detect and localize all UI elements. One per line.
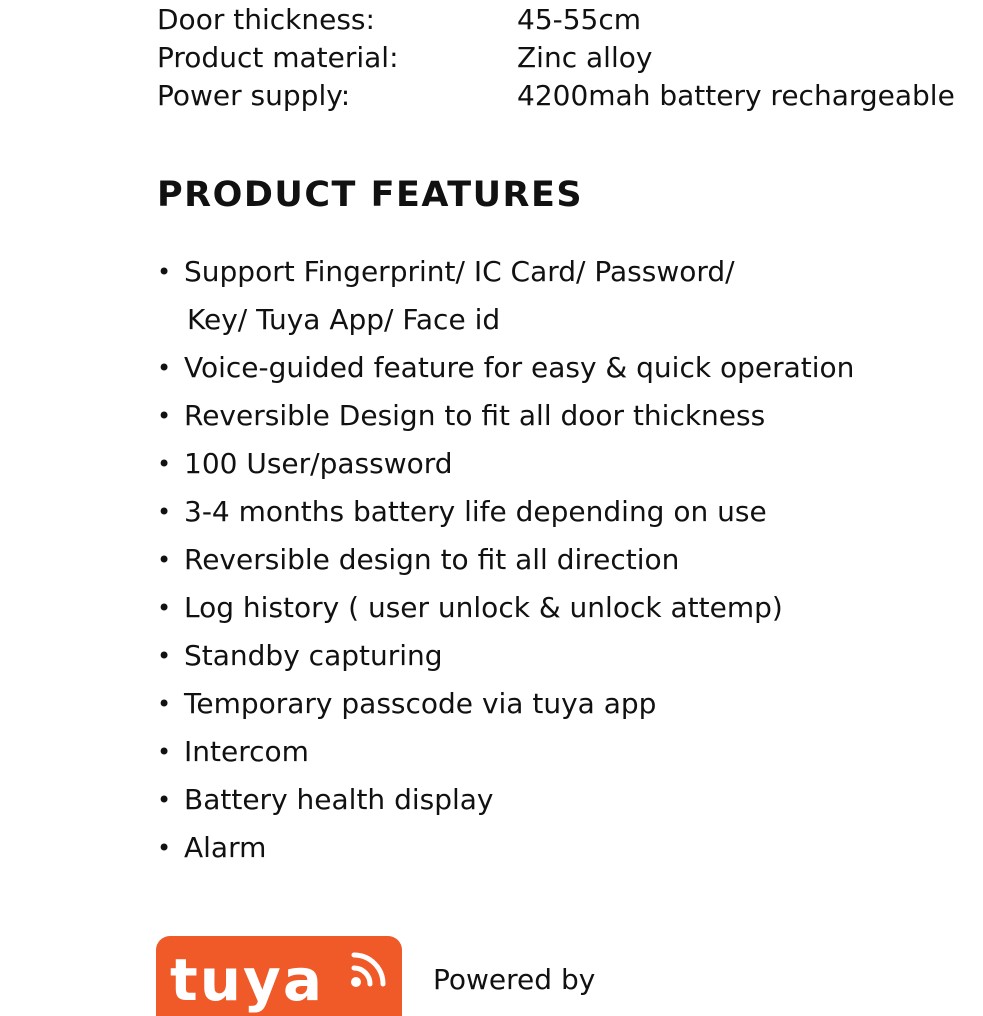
product-features-heading: PRODUCT FEATURES <box>157 175 584 215</box>
feature-text: Voice-guided feature for easy & quick operation <box>184 351 855 384</box>
tuya-logo <box>156 936 402 1016</box>
feature-item <box>157 440 983 488</box>
feature-item <box>157 728 983 776</box>
feature-item <box>157 536 983 584</box>
feature-text: 3-4 months battery life depending on use <box>184 495 767 528</box>
bullet-icon: • <box>157 738 172 766</box>
bullet-icon: • <box>157 546 172 574</box>
powered-by-text: Powered by <box>433 963 596 996</box>
feature-text: Standby capturing <box>184 639 443 672</box>
feature-text: Intercom <box>184 735 309 768</box>
bullet-icon: • <box>157 786 172 814</box>
spec-value: 4200mah battery rechargeable <box>517 79 955 112</box>
spec-label: Product material: <box>157 41 399 74</box>
spec-value: Zinc alloy <box>517 41 653 74</box>
spec-row-product-material <box>157 39 983 77</box>
feature-item <box>157 680 983 728</box>
feature-item <box>157 488 983 536</box>
feature-text <box>184 248 735 344</box>
feature-text: Log history ( user unlock & unlock attemp) <box>184 591 783 624</box>
feature-item <box>157 584 983 632</box>
feature-text: Battery health display <box>184 783 494 816</box>
feature-text: Temporary passcode via tuya app <box>184 687 657 720</box>
feature-item <box>157 632 983 680</box>
bullet-icon: • <box>157 834 172 862</box>
feature-text: 100 User/password <box>184 447 453 480</box>
spec-row-door-thickness <box>157 1 983 39</box>
feature-text: Reversible design to fit all direction <box>184 543 680 576</box>
bullet-icon: • <box>157 450 172 478</box>
wifi-signal-icon <box>348 946 392 990</box>
feature-item <box>157 248 983 344</box>
feature-item <box>157 824 983 872</box>
spec-label: Door thickness: <box>157 3 375 36</box>
spec-label: Power supply: <box>157 79 351 112</box>
feature-text-line-2: Key/ Tuya App/ Face id <box>187 303 501 336</box>
feature-text: Reversible Design to fit all door thickness <box>184 399 766 432</box>
bullet-icon: • <box>157 354 172 382</box>
features-list <box>157 248 983 872</box>
feature-text-line-1: Support Fingerprint/ IC Card/ Password/ <box>184 255 735 288</box>
feature-item <box>157 776 983 824</box>
tuya-wordmark: tuya <box>170 946 324 1014</box>
spec-row-power-supply <box>157 77 983 115</box>
bullet-icon: • <box>157 690 172 718</box>
bullet-icon: • <box>157 402 172 430</box>
bullet-icon: • <box>157 642 172 670</box>
bullet-icon: • <box>157 498 172 526</box>
specs-table <box>157 1 983 115</box>
bullet-icon: • <box>157 594 172 622</box>
feature-text: Alarm <box>184 831 267 864</box>
spec-value: 45-55cm <box>517 3 642 36</box>
feature-item <box>157 392 983 440</box>
bullet-icon: • <box>157 258 172 286</box>
feature-item <box>157 344 983 392</box>
